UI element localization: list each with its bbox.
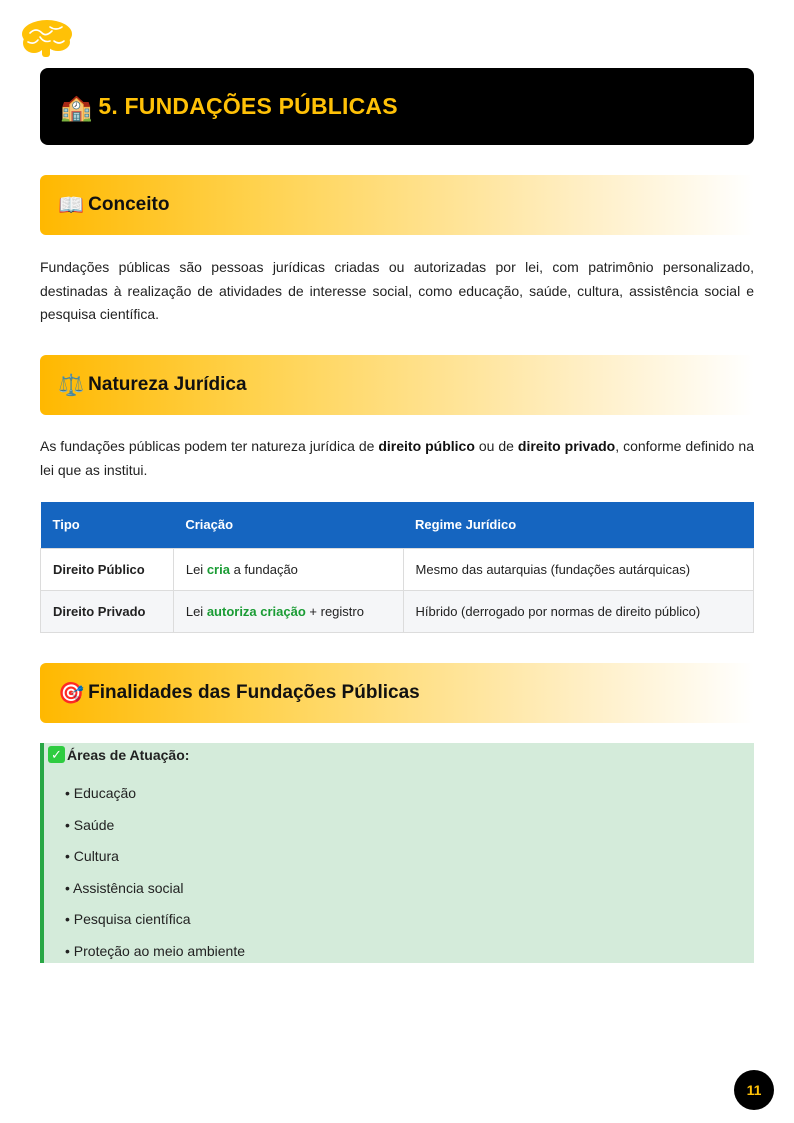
- table-row: [41, 548, 754, 590]
- column-header: Criação: [173, 502, 403, 548]
- table-header-row: [41, 502, 754, 548]
- list-item: • Educação: [65, 785, 245, 817]
- page-number: 11: [734, 1070, 774, 1110]
- section-header-finalidades: [40, 663, 754, 723]
- table-cell: Direito Privado: [41, 590, 174, 632]
- school-icon: 🏫: [60, 91, 93, 122]
- conceito-paragraph: Fundações públicas são pessoas jurídicas criadas ou autorizadas por lei, com patrimônio personalizado, destinadas à realização de atividades de interesse social, como educação, saúde, cultura, assistência social e pesquisa científica.: [40, 259, 754, 322]
- table-row: [41, 590, 754, 632]
- section-title: Finalidades das Fundações Públicas: [88, 682, 420, 703]
- column-header: Regime Jurídico: [403, 502, 753, 548]
- section-title: Natureza Jurídica: [88, 374, 247, 395]
- highlight-text: autoriza criação: [206, 603, 306, 619]
- areas-title: Áreas de Atuação:: [67, 746, 190, 763]
- list-item: • Saúde: [65, 817, 245, 849]
- emphasis: direito público: [378, 438, 475, 454]
- areas-callout: [40, 743, 754, 963]
- list-item: • Proteção ao meio ambiente: [65, 943, 245, 975]
- book-icon: 📖: [58, 193, 85, 217]
- chapter-title: 5. FUNDAÇÕES PÚBLICAS: [98, 93, 398, 119]
- list-item: • Assistência social: [65, 880, 245, 912]
- target-icon: 🎯: [58, 681, 85, 705]
- table-cell: Lei cria a fundação: [173, 548, 403, 590]
- check-icon: ✓: [48, 746, 65, 763]
- table-cell: Híbrido (derrogado por normas de direito público): [403, 590, 753, 632]
- column-header: Tipo: [41, 502, 174, 548]
- areas-list: [65, 785, 245, 974]
- chapter-title-banner: [40, 68, 754, 145]
- natureza-table: [40, 502, 754, 633]
- emphasis: direito privado: [517, 438, 616, 454]
- table-cell: Mesmo das autarquias (fundações autárquicas): [403, 548, 753, 590]
- scales-icon: ⚖️: [58, 373, 85, 397]
- section-header-natureza: [40, 355, 754, 415]
- section-header-conceito: [40, 175, 754, 235]
- list-item: • Cultura: [65, 848, 245, 880]
- brain-icon: [20, 17, 74, 59]
- areas-heading: [48, 746, 189, 763]
- table-cell: Lei autoriza criação + registro: [173, 590, 403, 632]
- natureza-paragraph: As fundações públicas podem ter natureza jurídica de direito público ou de direito privado, conforme definido na lei que as institui.: [40, 438, 754, 478]
- section-title: Conceito: [88, 194, 170, 215]
- table-cell: Direito Público: [41, 548, 174, 590]
- highlight-text: cria: [206, 561, 230, 577]
- list-item: • Pesquisa científica: [65, 911, 245, 943]
